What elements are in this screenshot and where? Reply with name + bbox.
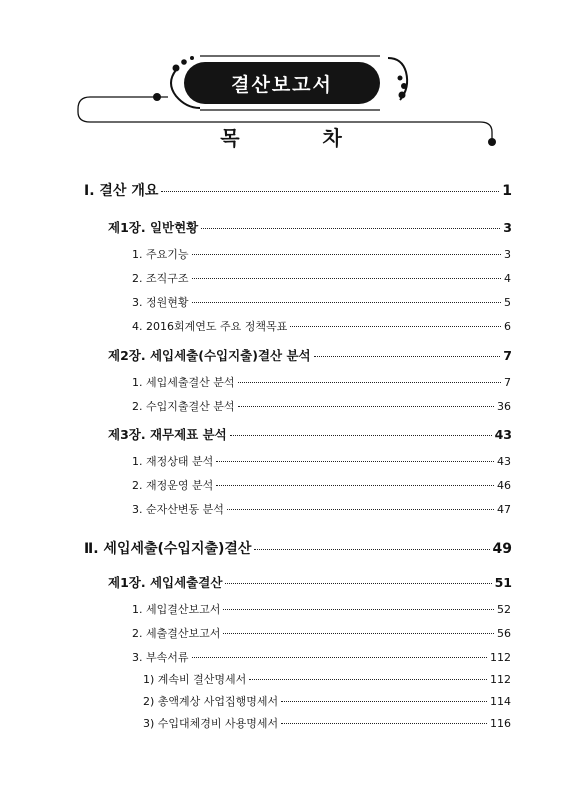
toc-entry-label: 2. 수입지출결산 분석: [132, 400, 235, 413]
toc-entry-label: 4. 2016회계연도 주요 정책목표: [132, 320, 288, 333]
toc-entry-page: 7: [504, 376, 511, 389]
toc-entry-page: 51: [494, 575, 512, 590]
toc-entry[interactable]: [108, 346, 512, 364]
toc-entry-page: 112: [490, 673, 511, 686]
toc-entry-label: 2. 조직구조: [132, 272, 189, 285]
toc-entry-page: 7: [503, 348, 512, 363]
toc-entry[interactable]: [132, 318, 511, 334]
toc-entry-label: 3. 순자산변동 분석: [132, 503, 224, 516]
toc-entry-label: Ⅰ. 결산 개요: [84, 183, 159, 199]
toc-entry-label: 2. 세출결산보고서: [132, 627, 221, 640]
toc-entry-label: 제1장. 세입세출결산: [108, 575, 223, 590]
toc-entry-page: 43: [497, 455, 511, 468]
report-title: 결산보고서: [184, 62, 380, 104]
toc-entry-page: 1: [502, 183, 512, 199]
toc-entry-page: 6: [504, 320, 511, 333]
toc-entry-label: 1. 주요기능: [132, 248, 189, 261]
toc-entry-label: 2. 재정운영 분석: [132, 479, 214, 492]
toc-entry-page: 56: [497, 627, 511, 640]
toc-entry[interactable]: [132, 625, 511, 641]
toc-entry-label: 3. 부속서류: [132, 651, 189, 664]
toc-entry[interactable]: [132, 398, 511, 414]
toc-entry-page: 46: [497, 479, 511, 492]
toc-entry-page: 49: [492, 541, 512, 557]
toc-entry-page: 43: [494, 427, 512, 442]
toc-entry[interactable]: [84, 180, 512, 200]
toc-entry-label: 1. 세입세출결산 분석: [132, 376, 235, 389]
toc-entry-page: 3: [503, 220, 512, 235]
toc-entry[interactable]: [132, 374, 511, 390]
toc-title: 목 차: [220, 126, 380, 150]
toc-entry[interactable]: [132, 246, 511, 262]
toc-entry-label: 3. 정원현황: [132, 296, 189, 309]
toc-entry[interactable]: [132, 294, 511, 310]
toc-entry[interactable]: [108, 425, 512, 443]
toc-entry-page: 116: [490, 717, 511, 730]
toc-entry[interactable]: [143, 693, 511, 709]
toc-entry-label: Ⅱ. 세입세출(수입지출)결산: [84, 541, 252, 557]
toc-entry-label: 제2장. 세입세출(수입지출)결산 분석: [108, 348, 311, 363]
toc-entry-label: 2) 총액계상 사업집행명세서: [143, 695, 279, 708]
toc-entry[interactable]: [132, 453, 511, 469]
toc-entry-page: 112: [490, 651, 511, 664]
toc-entry-label: 제3장. 재무제표 분석: [108, 427, 227, 442]
toc-entry-page: 36: [497, 400, 511, 413]
toc-entry[interactable]: [132, 649, 511, 665]
toc-entry[interactable]: [108, 218, 512, 236]
toc-entry-label: 3) 수입대체경비 사용명세서: [143, 717, 279, 730]
toc-entry[interactable]: [143, 671, 511, 687]
toc-entry-page: 114: [490, 695, 511, 708]
toc-entry[interactable]: [132, 501, 511, 517]
toc-entry-label: 1. 재정상태 분석: [132, 455, 214, 468]
toc-entry-page: 5: [504, 296, 511, 309]
toc-entry-page: 47: [497, 503, 511, 516]
toc-entry-label: 1) 계속비 결산명세서: [143, 673, 247, 686]
toc-entry[interactable]: [132, 477, 511, 493]
toc-entry-label: 1. 세입결산보고서: [132, 603, 221, 616]
toc-entry[interactable]: [132, 270, 511, 286]
toc-entry[interactable]: [143, 715, 511, 731]
toc-entry[interactable]: [132, 601, 511, 617]
toc-entry[interactable]: [84, 538, 512, 558]
toc-entry-page: 52: [497, 603, 511, 616]
toc-entry[interactable]: [108, 573, 512, 591]
toc-entry-page: 3: [504, 248, 511, 261]
toc-entry-label: 제1장. 일반현황: [108, 220, 199, 235]
toc-entry-page: 4: [504, 272, 511, 285]
